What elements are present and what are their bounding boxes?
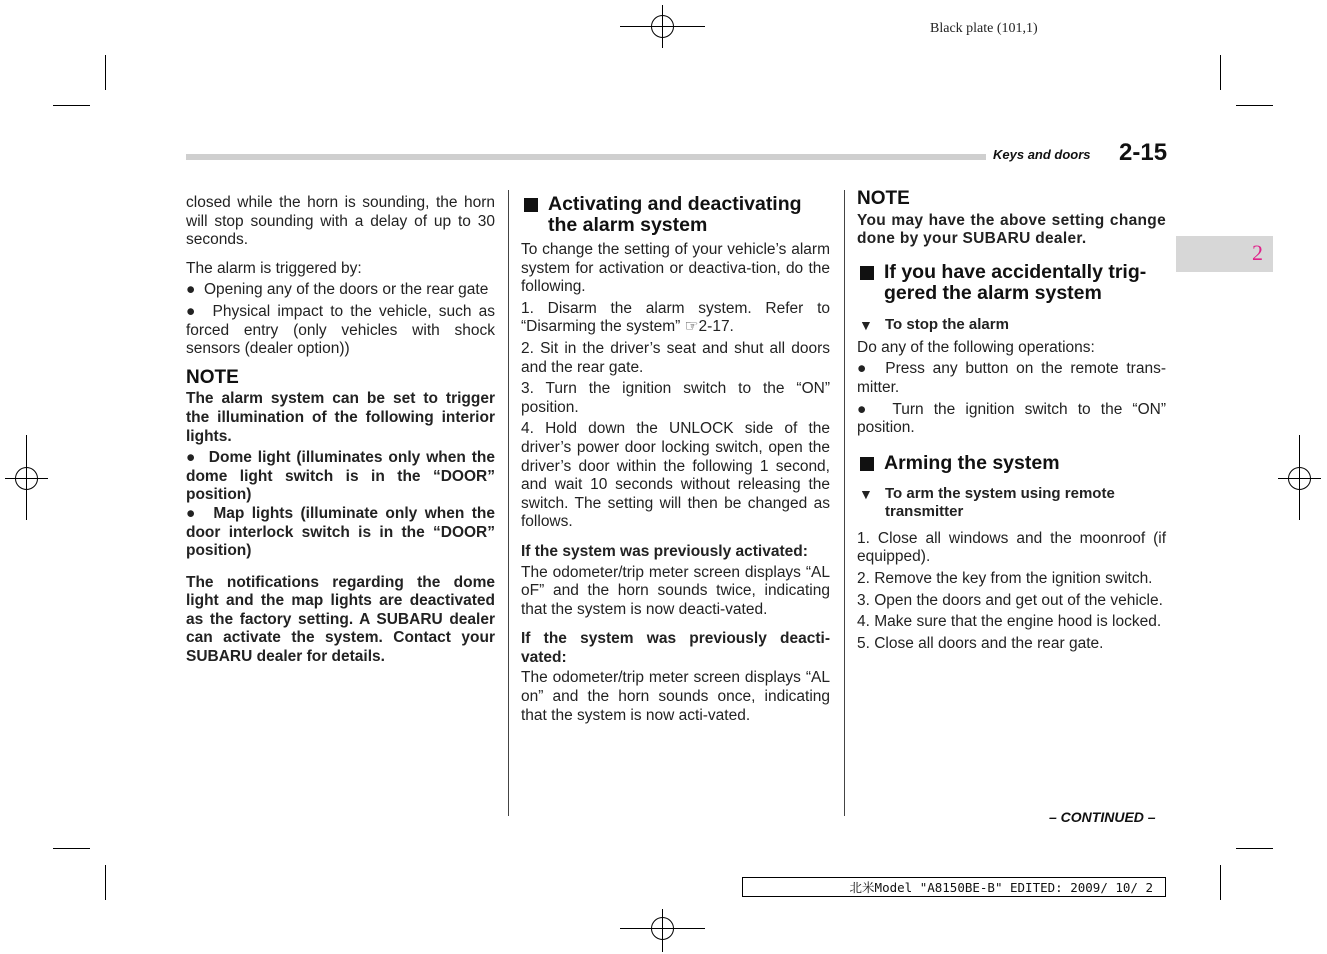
- note-title: NOTE: [186, 366, 239, 388]
- plate-label: Black plate (101,1): [930, 21, 1038, 36]
- bullet-icon: ●: [857, 400, 893, 418]
- note-text: The notifications regarding the dome light and the map lights are deactivated as the factory setting. A SUBARU dealer can activate the system. Contact your SUBARU dealer for details.: [186, 573, 495, 666]
- paragraph: closed while the horn is sounding, the horn will stop sounding with a delay of up to 30 seconds.: [186, 194, 495, 249]
- note-text: You may have the above setting change done by your SUBARU dealer.: [857, 211, 1166, 248]
- list-item: [186, 505, 495, 561]
- paragraph: The odometer/trip meter screen displays “AL on” and the horn sounds once, indicating that the system is now acti-vated.: [521, 669, 830, 724]
- chapter-tab-number: 2: [1252, 240, 1263, 265]
- bullet-icon: ●: [186, 281, 204, 299]
- column-1: [186, 194, 495, 667]
- step-item: 3. Turn the ignition switch to the “ON” position.: [521, 380, 830, 416]
- list-item: [857, 401, 1166, 438]
- subheading: If the system was previously deacti-vated:: [521, 630, 830, 666]
- section-heading-text: If you have accidentally trig-gered the alarm system: [884, 260, 1147, 304]
- step-item: 5. Close all doors and the rear gate.: [857, 634, 1104, 652]
- header-bar: [186, 154, 986, 160]
- list-item-text: Physical impact to the vehicle, such as forced entry (only vehicles with shock sensors (dealer option)): [186, 302, 495, 358]
- continued-label: – CONTINUED –: [1049, 809, 1156, 825]
- column-3: [857, 190, 1166, 653]
- bullet-icon: ●: [186, 449, 209, 467]
- step-item: 2. Remove the key from the ignition switch.: [857, 569, 1153, 587]
- section-heading-text: Activating and deactivating the alarm system: [548, 193, 802, 236]
- section-heading-text: Arming the system: [884, 451, 1060, 474]
- list-item: [857, 360, 1166, 397]
- list-item-text: Dome light (illuminates only when the dome light switch is in the “DOOR” position): [186, 449, 495, 504]
- square-icon: [860, 457, 874, 471]
- square-icon: [524, 198, 538, 212]
- column-divider: [844, 190, 845, 816]
- model-edited-box: 北米Model "A8150BE-B" EDITED: 2009/ 10/ 2: [742, 877, 1166, 897]
- step-item: 2. Sit in the driver’s seat and shut all doors and the rear gate.: [521, 339, 830, 376]
- list-item-text: Opening any of the doors or the rear gate: [203, 281, 489, 299]
- paragraph: The alarm is triggered by:: [186, 259, 362, 277]
- section-heading: [521, 194, 830, 236]
- note-title: NOTE: [857, 188, 910, 209]
- list-item: [186, 303, 495, 359]
- step-item: 4. Hold down the UNLOCK side of the driver’s power door locking switch, open the driver’s door within the following 1 second, and wait 10 seconds without releasing the switch. The setting will then be changed as follows.: [521, 420, 830, 531]
- step-item: 4. Make sure that the engine hood is locked.: [857, 613, 1162, 631]
- column-2: [521, 194, 830, 725]
- square-icon: [860, 266, 874, 280]
- triangle-down-icon: ▼: [859, 316, 873, 333]
- section-heading: [857, 453, 1166, 474]
- column-divider: [508, 190, 509, 816]
- list-item: [186, 281, 495, 300]
- bullet-icon: ●: [186, 504, 214, 522]
- step-item: 1. Disarm the alarm system. Refer to “Disarming the system” ☞2-17.: [521, 299, 830, 336]
- paragraph: The odometer/trip meter screen displays “AL oF” and the horn sounds twice, indicating that the system is now deacti-vated.: [521, 563, 830, 618]
- section-title: Keys and doors: [993, 147, 1091, 162]
- subsection-heading: [857, 485, 1166, 521]
- list-item-text: Turn the ignition switch to the “ON” position.: [857, 400, 1166, 437]
- subheading: If the system was previously activated:: [521, 542, 808, 560]
- step-item: 3. Open the doors and get out of the vehicle.: [857, 591, 1163, 609]
- bullet-icon: ●: [857, 360, 886, 378]
- chapter-tab: [1176, 236, 1273, 272]
- bullet-icon: ●: [186, 302, 213, 320]
- subsection-heading-text: To arm the system using remote transmitter: [885, 484, 1115, 520]
- triangle-down-icon: ▼: [859, 485, 873, 502]
- page-number: 2-15: [1119, 139, 1168, 166]
- note-text: The alarm system can be set to trigger the illumination of the following interior lights.: [186, 390, 495, 445]
- section-heading: [857, 262, 1166, 304]
- paragraph: To change the setting of your vehicle’s alarm system for activation or deactiva-tion, do the following.: [521, 241, 830, 296]
- list-item-text: Press any button on the remote trans-mitter.: [857, 360, 1166, 396]
- subsection-heading: [857, 316, 1166, 334]
- paragraph: Do any of the following operations:: [857, 338, 1095, 356]
- list-item-text: Map lights (illuminate only when the door interlock switch is in the “DOOR” position): [186, 504, 495, 560]
- step-item: 1. Close all windows and the moonroof (if equipped).: [857, 529, 1166, 566]
- subsection-heading-text: To stop the alarm: [885, 315, 1009, 333]
- list-item: [186, 449, 495, 505]
